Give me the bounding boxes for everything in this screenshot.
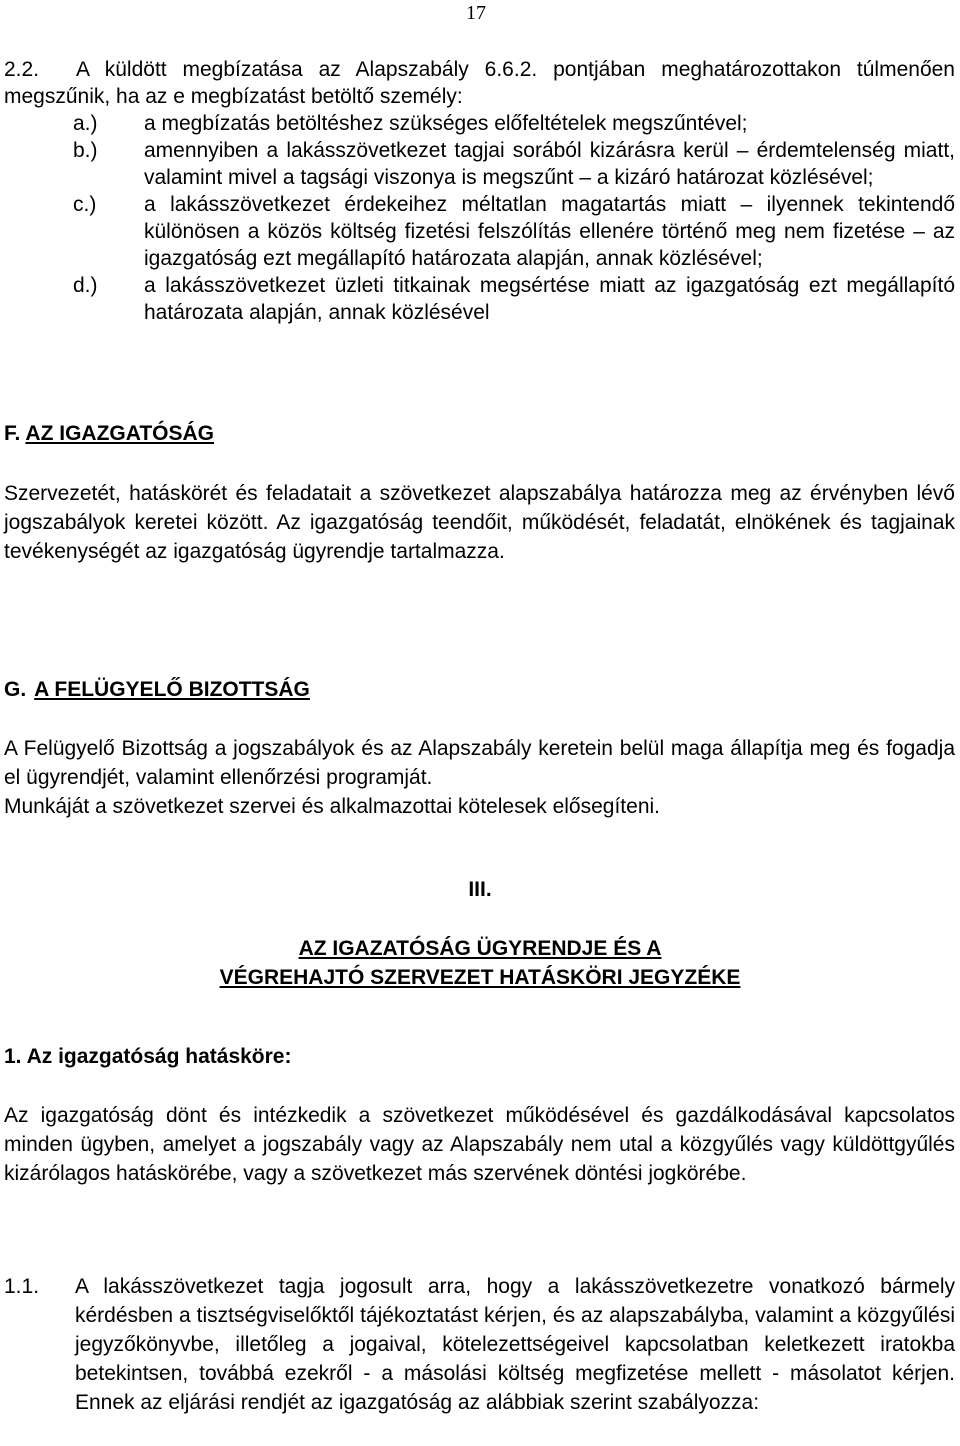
list-item (4, 110, 955, 137)
list-item-label: c.) (73, 193, 97, 216)
list-item (4, 272, 955, 326)
section-2-2 (4, 56, 955, 326)
section-g-heading (4, 678, 310, 702)
list-item-text: amennyiben a lakásszövetkezet tagjai sorából kizárásra kerül – érdemtelenség miatt, valamint mivel a tagsági viszonya is megszűnt – a kizáró határozat közlésével; (144, 139, 955, 189)
section-1-paragraph: Az igazgatóság dönt és intézkedik a szövetkezet működésével és gazdálkodásával kapcsolatos minden ügyben, amelyet a jogszabály vagy az Alapszabály nem utal a közgyűlés vagy küldöttgyűlés kizárólagos hatáskörébe, vagy a szövetkezet más szervének döntési jogkörébe. (4, 1104, 955, 1185)
section-g-paragraph-1: A Felügyelő Bizottság a jogszabályok és az Alapszabály keretein belül maga állapítja meg és fogadja el ügyrendjét, valamint ellenőrzési programját. (4, 737, 955, 789)
part-title-line-2: VÉGREHAJTÓ SZERVEZET HATÁSKÖRI JEGYZÉKE (219, 966, 741, 989)
section-1-1-number: 1.1. (4, 1275, 40, 1298)
list-item-label: a.) (73, 112, 98, 135)
list-item (4, 137, 955, 191)
section-f-title: AZ IGAZGATÓSÁG (25, 422, 215, 445)
section-2-2-intro (4, 56, 955, 110)
part-title-line-1: AZ IGAZATÓSÁG ÜGYRENDJE ÉS A (298, 937, 662, 960)
list-item-text: a lakásszövetkezet üzleti titkainak megsértése miatt az igazgatóság ezt megállapító határozata alapján, annak közlésével (144, 274, 955, 324)
list-item-label: b.) (73, 139, 98, 162)
section-g-paragraph-2: Munkáját a szövetkezet szervei és alkalmazottai kötelesek elősegíteni. (4, 795, 660, 818)
section-1-heading: 1. Az igazgatóság hatásköre: (4, 1045, 292, 1068)
section-f-letter: F. (4, 422, 21, 445)
part-title (0, 934, 960, 992)
section-2-2-intro-text: A küldött megbízatása az Alapszabály 6.6.2. pontjában meghatározottakon túlmenően megszűnik, ha az e megbízatást betöltő személy: (4, 58, 955, 108)
part-roman-numeral: III. (468, 878, 492, 901)
list-item-text: a lakásszövetkezet érdekeihez méltatlan magatartás miatt – ilyennek tekintendő különösen a közös költség fizetési felszólítás ellenére történő meg nem fizetése – az igazgatóság ezt megállapító határozata alapján, annak közlésével; (144, 193, 955, 270)
page-number: 17 (466, 2, 486, 24)
section-f-paragraph: Szervezetét, hatáskörét és feladatait a szövetkezet alapszabálya határozza meg az érvényben lévő jogszabályok keretei között. Az igazgatóság teendőit, működését, feladatát, elnökének és tagjainak tevékenységét az igazgatóság ügyrendje tartalmazza. (4, 482, 955, 563)
list-item-text: a megbízatás betöltéshez szükséges előfeltételek megszűntével; (144, 112, 748, 135)
list-item (4, 191, 955, 272)
section-2-2-number: 2.2. (4, 58, 40, 81)
section-1-1-text: A lakásszövetkezet tagja jogosult arra, hogy a lakásszövetkezetre vonatkozó bármely kérdésben a tisztségviselőktől tájékoztatást kérjen, és az alapszabályba, valamint a közgyűlési jegyzőkönyvbe, illetőleg a jogaival, kötelezettségeivel kapcsolatban keletkezett iratokba betekintsen, továbbá ezekről - a másolási költség megfizetése mellett - másolatot kérjen. Ennek az eljárási rendjét az igazgatóság az alábbiak szerint szabályozza: (75, 1275, 955, 1414)
section-f-heading (4, 422, 214, 446)
list-item-label: d.) (73, 274, 98, 297)
section-g-title: A FELÜGYELŐ BIZOTTSÁG (34, 678, 310, 701)
section-g-letter: G. (4, 678, 27, 701)
section-1-1 (4, 1272, 955, 1417)
